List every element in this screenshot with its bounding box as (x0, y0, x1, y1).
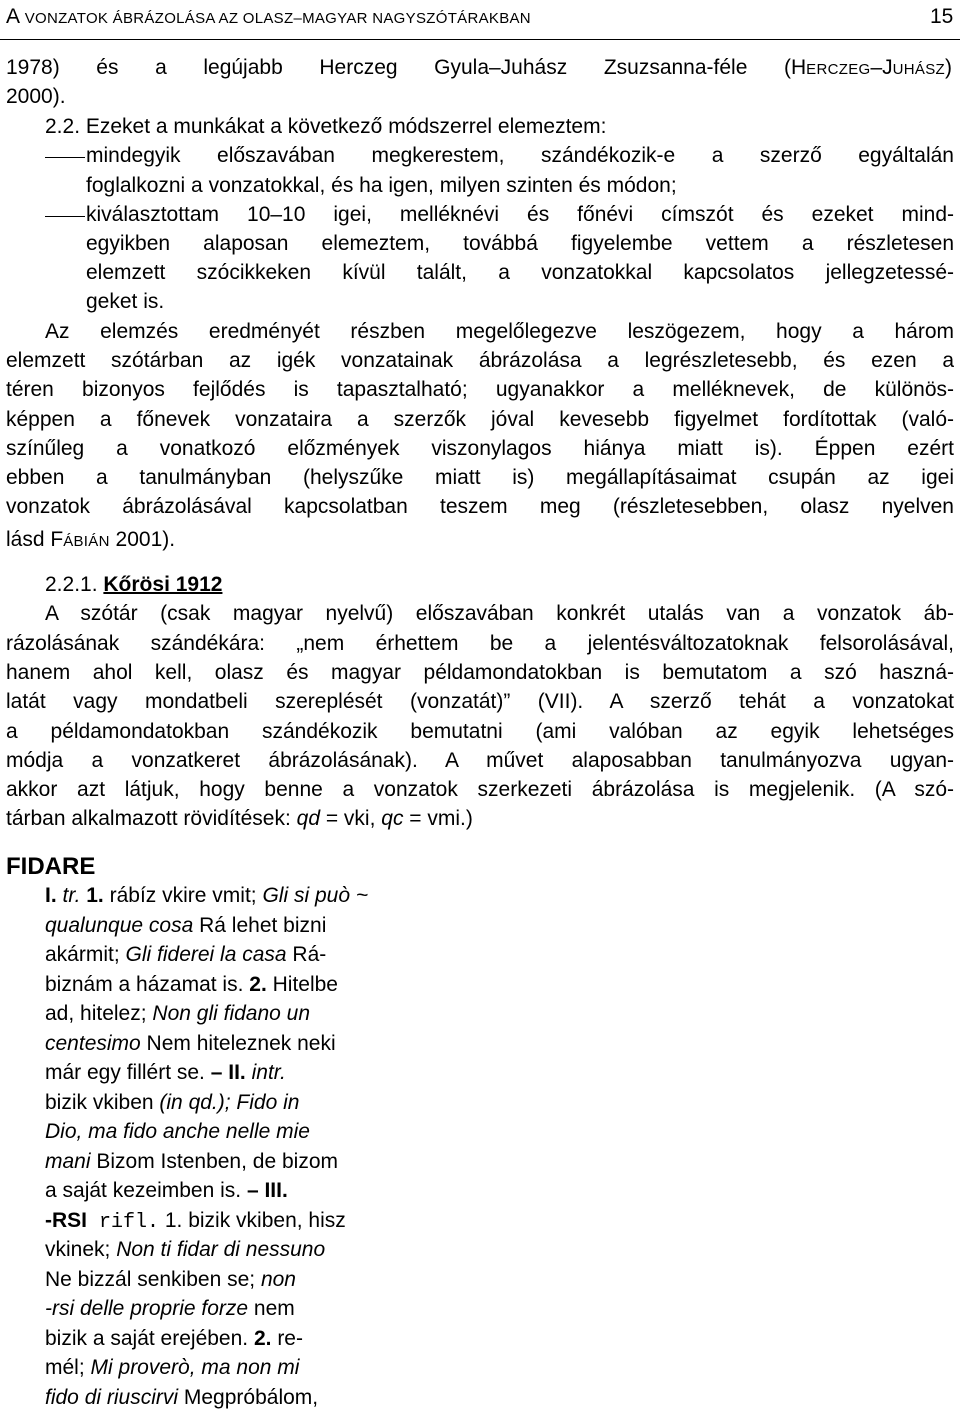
method-heading: 2.2. Ezeket a munkákat a következő módszerrel elemeztem: (45, 115, 607, 138)
results-line-3: téren bizonyos fejlődés is tapasztalható; ugyanakkor a melléknevek, de különös- (6, 378, 954, 401)
section-line-7: akkor azt látjuk, hogy benne a vonzatok szerkezeti ábrázolása is megjelenik. (A szó- (6, 778, 954, 801)
method-item-1-line-2: foglalkozni a vonzatokkal, és ha igen, milyen szinten és módon; (86, 174, 677, 197)
header-title: VONZATOK ÁBRÁZOLÁSA AZ OLASZ–MAGYAR NAGYSZÓTÁRAKBAN (24, 10, 531, 27)
results-line-4: képpen a főnevek vonzataira a szerzők jóval kevesebb figyelmet fordítottak (való- (6, 408, 954, 431)
method-item-2-line-3: elemzett szócikkeken kívül talált, a vonzatokkal kapcsolatos jellegzetessé- (86, 261, 954, 284)
header-title-prefix: A (6, 5, 25, 28)
results-line-7: vonzatok ábrázolásával kapcsolatban teszem meg (részletesebben, olasz nyelven (6, 495, 954, 518)
method-item-1-line-1: mindegyik előszavában megkerestem, szándékozik-e a szerző egyáltalán (86, 144, 954, 167)
section-line-5: a példamondatokban szándékozik bemutatni (ami valóban az egyik lehetséges (6, 720, 954, 743)
entry-line-15: -rsi delle proprie forze nem (45, 1297, 295, 1320)
list-dash-1 (45, 157, 85, 158)
method-item-2-line-1: kiválasztottam 10–10 igei, melléknévi és főnévi címszót és ezeket mind- (86, 203, 954, 226)
page-number: 15 (930, 5, 954, 28)
method-item-2-line-2: egyikben alaposan elemeztem, továbbá figyelembe vettem a részletesen (86, 232, 954, 255)
section-line-3: hanem ahol kell, olasz és magyar példamondatokban is bemutatom a szó haszná- (6, 661, 954, 684)
method-number: 2.2. (45, 115, 81, 138)
header-rule (0, 39, 960, 40)
results-line-6: ebben a tanulmányban (helyszűke miatt is) megállapításaimat csupán az igei (6, 466, 954, 489)
entry-line-17: mél; Mi proverò, ma non mi (45, 1356, 300, 1379)
method-item-2-line-4: geket is. (86, 290, 165, 313)
entry-line-6: centesimo Nem hiteleznek neki (45, 1032, 336, 1055)
section-title: Kőrösi 1912 (103, 573, 223, 596)
intro-line-2: 2000). (6, 85, 66, 108)
entry-headword: FIDARE (6, 853, 96, 880)
entry-line-11: a saját kezeimben is. – III. (45, 1179, 288, 1202)
results-line-5: színűleg a vonatkozó előzmények viszonylagos hiánya miatt is). Éppen ezért (6, 437, 954, 460)
results-line-2: elemzett szótárban az igék vonzatainak ábrázolása a legrészletesebb, és ezen a (6, 349, 954, 372)
section-line-6: módja a vonzatkeret ábrázolásának). A művet alaposabban tanulmányozva ugyan- (6, 749, 954, 772)
section-heading (45, 570, 222, 600)
section-line-1: A szótár (csak magyar nyelvű) előszavában konkrét utalás van a vonzatok áb- (45, 602, 954, 625)
running-header (6, 2, 531, 32)
section-number: 2.2.1. (45, 573, 104, 596)
entry-line-1: I. tr. 1. rábíz vkire vmit; Gli si può ~ (45, 884, 369, 907)
results-line-8: lásd FÁBIÁN 2001). (6, 528, 176, 551)
entry-line-4: biznám a házamat is. 2. Hitelbe (45, 973, 338, 996)
entry-line-8: bizik vkiben (in qd.); Fido in (45, 1091, 300, 1114)
entry-line-9: Dio, ma fido anche nelle mie (45, 1120, 310, 1143)
entry-line-3: akármit; Gli fiderei la casa Rá- (45, 943, 327, 966)
section-line-8: tárban alkalmazott rövidítések: qd = vki, qc = vmi.) (6, 807, 473, 830)
results-line-1: Az elemzés eredményét részben megelőlegezve leszögezem, hogy a három (45, 320, 954, 343)
list-dash-2 (45, 216, 85, 217)
entry-line-13: vkinek; Non ti fidar di nessuno (45, 1238, 326, 1261)
entry-line-18: fido di riuscirvi Megpróbálom, (45, 1386, 319, 1409)
entry-line-5: ad, hitelez; Non gli fidano un (45, 1002, 311, 1025)
section-line-4: latát vagy mondatbeli szereplését (vonzatát)” (VII). A szerző tehát a vonzatokat (6, 690, 954, 713)
entry-line-7: már egy fillért se. – II. intr. (45, 1061, 286, 1084)
entry-line-10: mani Bizom Istenben, de bizom (45, 1150, 338, 1173)
entry-line-12: -RSI rifl. 1. bizik vkiben, hisz (45, 1209, 346, 1234)
entry-line-2: qualunque cosa Rá lehet bizni (45, 914, 327, 937)
section-line-2: rázolásának szándékára: „nem érhettem be a jelentésváltozatoknak felsorolásával, (6, 632, 954, 655)
intro-line-1: 1978) és a legújabb Herczeg Gyula–Juhász Zsuzsanna-féle (HERCZEG–JUHÁSZ) (6, 56, 952, 79)
entry-line-16: bizik a saját erejében. 2. re- (45, 1327, 303, 1350)
entry-line-14: Ne bizzál senkiben se; non (45, 1268, 296, 1291)
